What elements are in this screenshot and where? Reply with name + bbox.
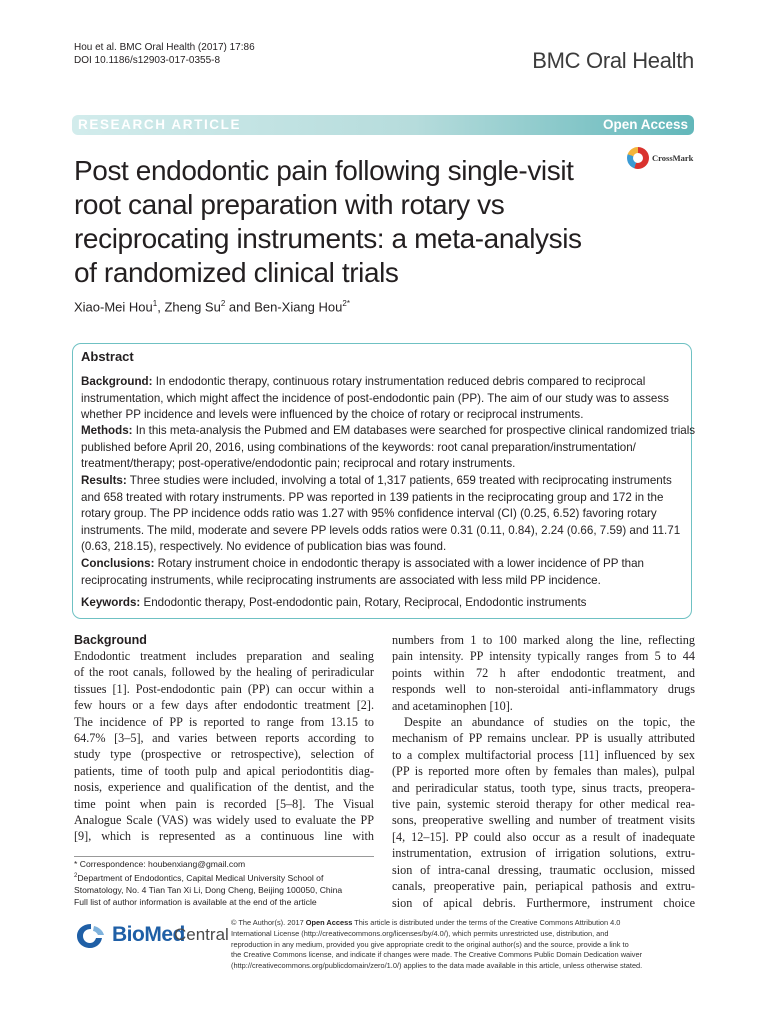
abstract-text: published before April 20, 2016, using combinations of the keywords: root canal preparation/instrumentation/ — [81, 440, 636, 454]
abstract-text: whether PP incidence and levels were influenced by the choice of rotary or reciprocal instruments. — [81, 408, 584, 421]
body-line: responds well to non-steroidal anti-inflammatory drugs — [392, 682, 695, 697]
body-line: [9], which is represented as a continuous line with — [74, 829, 374, 844]
correspondence-email: * Correspondence: houbenxiang@gmail.com — [74, 859, 246, 869]
body-line: sons, preoperative swelling and number of treatment visits — [392, 813, 695, 828]
body-line: study type (prospective or retrospective), selection of — [74, 747, 374, 762]
body-line: points within 72 h after endodontic treatment, and — [392, 665, 695, 680]
affiliation: Stomatology, No. 4 Tian Tan Xi Li, Dong Cheng, Beijing 100050, China — [74, 884, 343, 895]
title-line: reciprocating instruments: a meta-analysis — [74, 223, 582, 254]
abstract-results — [81, 473, 685, 556]
abstract-text: In this meta-analysis the Pubmed and EM databases were searched for prospective clinical randomized trials — [132, 424, 696, 437]
footnotes — [74, 858, 342, 908]
abstract-text: In endodontic therapy, continuous rotary instrumentation reduced debris compared to reciprocal — [152, 375, 646, 388]
copyright: © The Author(s). 2017 — [231, 918, 306, 927]
author-affil: 2 — [220, 299, 226, 308]
footnote-divider — [74, 856, 374, 857]
body-line: 64.7% [3–5], and varies between reports according to — [74, 731, 374, 746]
logo-text-central: Central — [174, 925, 229, 944]
body-line: tive pain, systemic steroid therapy for other medical rea- — [392, 797, 695, 812]
author-list — [74, 299, 350, 314]
keywords-text: Endodontic therapy, Post-endodontic pain, Rotary, Reciprocal, Endodontic instruments — [140, 596, 587, 609]
biomed-central-logo — [74, 919, 234, 953]
abstract-keywords — [81, 595, 685, 612]
license-text: (http://creativecommons.org/publicdomain/zero/1.0/) applies to the data made available in this article, unless otherwise stated. — [231, 961, 643, 971]
abstract-text: (0.63, 218.15), respectively. No evidence of publication bias was found. — [81, 540, 447, 553]
section-heading-background: Background — [74, 633, 147, 647]
title-line: root canal preparation with rotary vs — [74, 189, 505, 220]
body-line: [4, 12–15]. PP could also occur as a result of inadequate — [392, 829, 695, 844]
body-line: sion of intra-canal dressing, traumatic occlusion, missed — [392, 862, 695, 877]
title-line: Post endodontic pain following single-visit — [74, 155, 574, 186]
methods-label: Methods: — [81, 424, 133, 437]
body-line: and acetaminophen [10]. — [392, 698, 513, 713]
body-line: mechanism of PP remains unclear. PP is usually attributed — [392, 731, 695, 746]
abstract-methods — [81, 423, 696, 473]
license-statement — [231, 918, 642, 972]
logo-text-biomed: BioMed — [112, 923, 185, 946]
affil-marker: 2 — [74, 873, 78, 879]
license-text: International License (http://creativecommons.org/licenses/by/4.0/), which permits unrestricted use, distribution, and — [231, 928, 609, 938]
article-title — [74, 154, 619, 290]
keywords-label: Keywords: — [81, 596, 141, 609]
abstract-background — [81, 374, 685, 424]
body-line: and periradicular status, tooth type, sinus tracts, preopera- — [392, 780, 695, 795]
license-text: the Creative Commons license, and indicate if changes were made. The Creative Commons Public Domain Dedication waiver — [231, 950, 643, 960]
author-name: Xiao-Mei Hou — [74, 299, 153, 315]
abstract-text: instruments. The mild, moderate and severe PP levels odds ratios were 0.31 (0.11, 0.84), 2.24 (0.66, 7.59) and 11.71 — [81, 523, 681, 537]
body-line: to a complex multifactorial process [11] influenced by sex — [392, 747, 695, 762]
body-line: sion of apical debris. Furthermore, instrument choice — [392, 895, 695, 910]
body-line: Analogue Scale (VAS) was widely used to evaluate the PP — [74, 813, 374, 828]
article-type-banner — [72, 115, 694, 135]
body-line: time point when pain is recorded [5–8]. The Visual — [74, 796, 374, 811]
author-name: , Zheng Su — [157, 299, 221, 315]
citation-line: Hou et al. BMC Oral Health (2017) 17:86 — [74, 42, 255, 53]
body-line: Despite an abundance of studies on the topic, the — [404, 715, 695, 730]
crossmark-label: CrossMark — [652, 153, 694, 163]
crossmark-badge[interactable] — [627, 146, 697, 174]
doi-line: DOI 10.1186/s12903-017-0355-8 — [74, 55, 221, 66]
body-line: The incidence of PP is reported to range from 13.15 to — [74, 714, 374, 729]
abstract-conclusions — [81, 556, 685, 589]
author-info-note: Full list of author information is available at the end of the article — [74, 896, 317, 907]
title-line: of randomized clinical trials — [74, 257, 399, 288]
abstract-text: instrumentation, which might affect the incidence of post-endodontic pain (PP). The aim of our study was to assess — [81, 391, 669, 405]
body-line: canals, preoperative pain, periapical pathosis and extru- — [392, 879, 695, 894]
body-line: nosis, experience and qualification of the dentist, and the — [74, 780, 374, 795]
author-affil: 2* — [342, 299, 350, 308]
abstract-text: rotary group. The PP incidence odds ratio was 1.27 with 95% confidence interval (CI) (0.25, 6.52) favoring rotary — [81, 507, 657, 520]
open-access-label: Open Access — [602, 117, 688, 132]
results-label: Results: — [81, 474, 127, 487]
license-text: reproduction in any medium, provided you give appropriate credit to the original author(s) and the source, provide a link to — [231, 939, 629, 949]
background-label: Background: — [81, 375, 153, 388]
abstract-text: Three studies were included, involving a total of 1,317 patients, 659 treated with reciprocating instruments — [126, 474, 672, 487]
affiliation: Department of Endodontics, Capital Medical University School of — [77, 872, 324, 883]
crossmark-icon — [627, 147, 649, 169]
abstract-heading: Abstract — [81, 349, 134, 364]
author-name: and Ben-Xiang Hou — [225, 299, 343, 315]
abstract-text: Rotary instrument choice in endodontic therapy is associated with a lower incidence of PP than — [154, 557, 645, 570]
abstract-text: and 658 treated with rotary instruments. PP was reported in 139 patients in the reciprocating group and 172 in the — [81, 490, 664, 504]
body-column-right — [392, 632, 695, 911]
body-line: pain intensity. PP intensity typically ranges from 5 to 44 — [392, 649, 695, 664]
body-line: Endodontic treatment includes preparation and sealing — [74, 649, 374, 663]
body-line: of the root canals, followed by the healing of periradicular — [74, 665, 374, 680]
citation — [74, 41, 255, 67]
open-access-label-inline: Open Access — [305, 918, 353, 927]
body-line: (PP is reported more often by females than males), pulpal — [392, 764, 695, 779]
body-line: instrumentation, extrusion of irrigation solutions, extru- — [392, 846, 695, 861]
biomed-central-icon — [74, 921, 108, 951]
journal-name: BMC Oral Health — [532, 48, 694, 73]
author-affil: 1 — [152, 299, 158, 308]
article-type-label: RESEARCH ARTICLE — [78, 117, 242, 132]
conclusions-label: Conclusions: — [81, 557, 155, 570]
body-line: few hours or a few days after endodontic treatment [2]. — [74, 698, 374, 713]
body-column-left — [74, 648, 374, 845]
abstract-text: treatment/therapy; post-operative/endodontic pain; reciprocal and rotary instruments. — [81, 457, 516, 470]
body-line: tissues [1]. Post-endodontic pain (PP) can occur within a — [74, 681, 374, 696]
license-text: This article is distributed under the terms of the Creative Commons Attribution 4.0 — [352, 918, 621, 927]
body-line: patients, time of tooth pulp and apical periodontitis diag- — [74, 763, 374, 778]
abstract-text: reciprocating instruments, while reciprocating instruments are associated with less mild PP incidence. — [81, 573, 601, 587]
body-line: numbers from 1 to 100 marked along the line, reflecting — [392, 633, 695, 647]
